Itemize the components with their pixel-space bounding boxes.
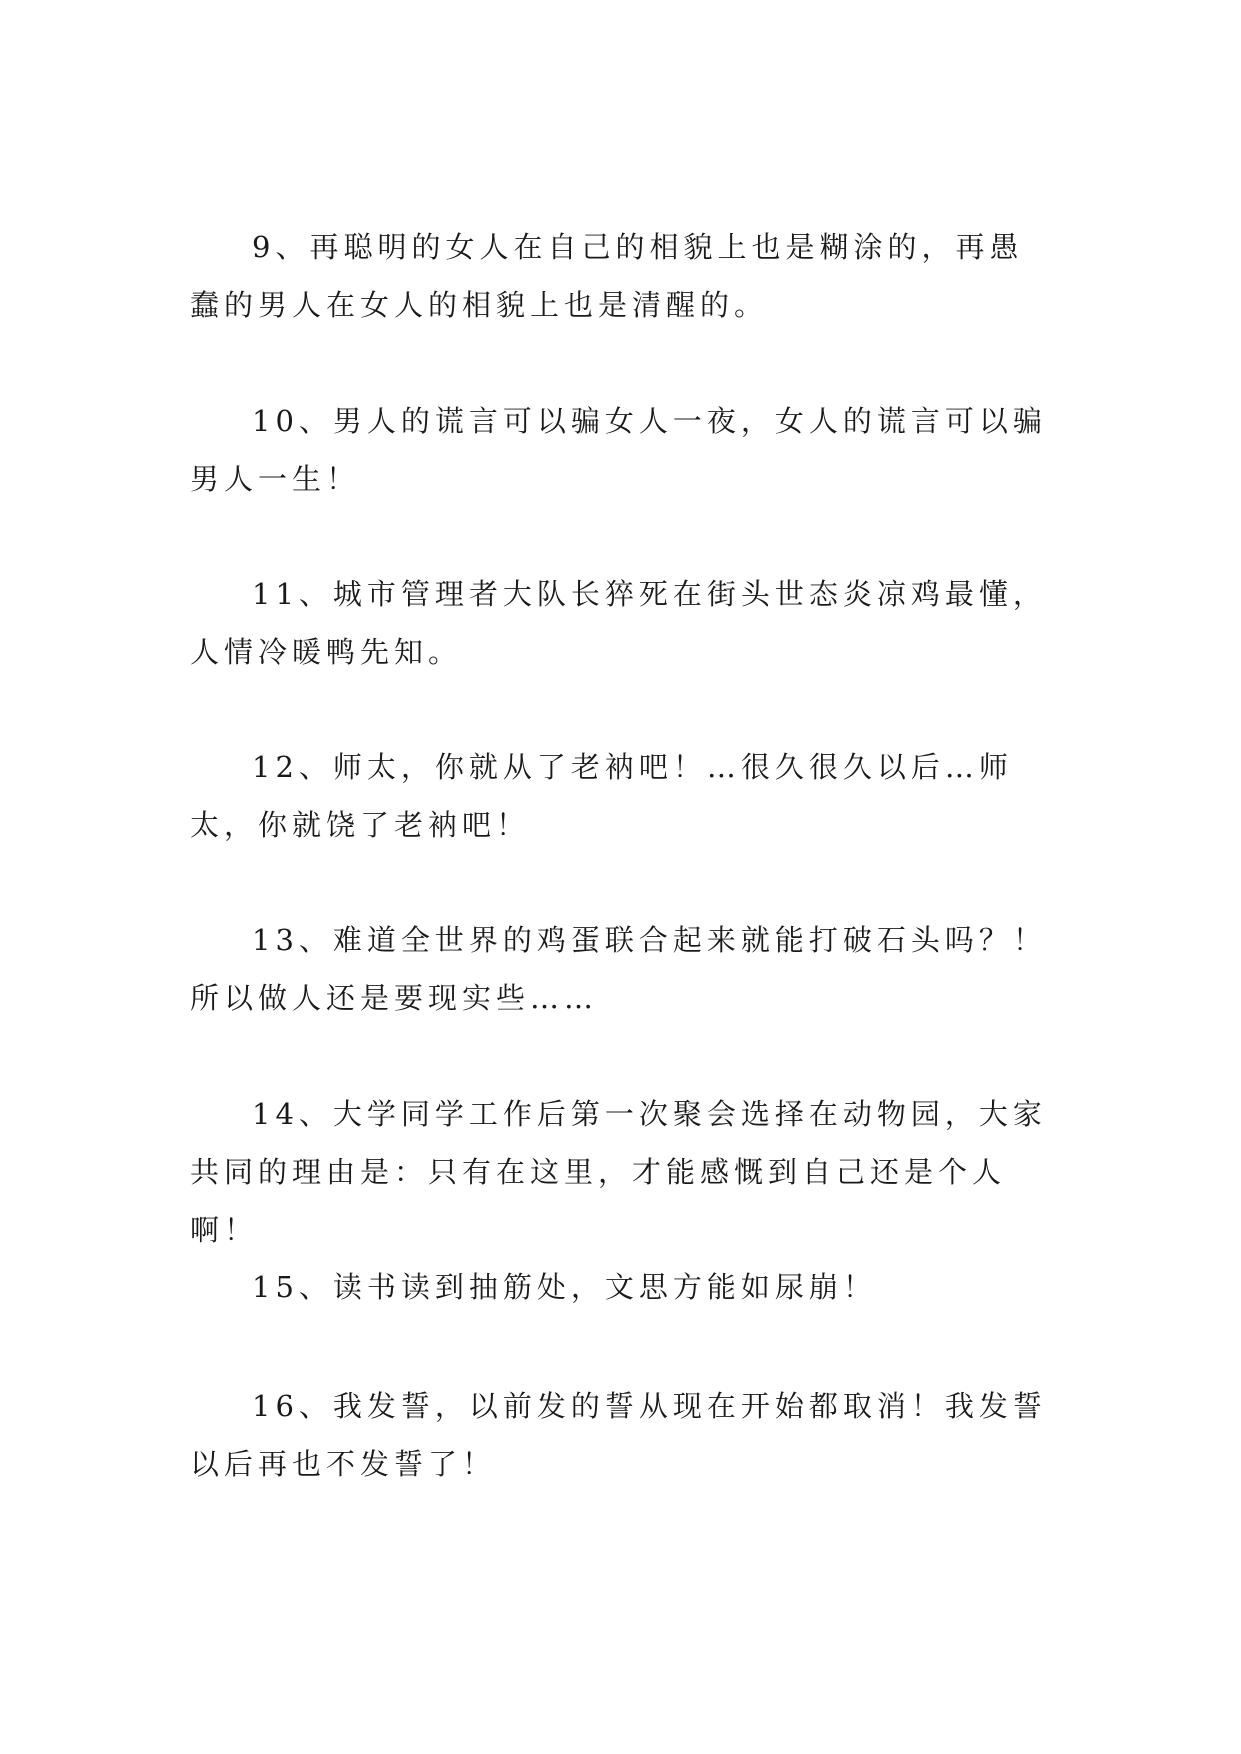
- paragraph-item-12: 12、师太，你就从了老衲吧！…很久很久以后…师太，你就饶了老衲吧！: [190, 750, 1013, 842]
- paragraph-item-15: 15、读书读到抽筋处，文思方能如尿崩！: [252, 1270, 877, 1304]
- paragraph-item-13: 13、难道全世界的鸡蛋联合起来就能打破石头吗？！所以做人还是要现实些……: [190, 923, 1047, 1015]
- paragraph-item-9: 9、再聪明的女人在自己的相貌上也是糊涂的，再愚蠢的男人在女人的相貌上也是清醒的。: [190, 230, 1024, 322]
- paragraph-item-16: 16、我发誓，以前发的誓从现在开始都取消！我发誓以后再也不发誓了！: [190, 1389, 1047, 1481]
- paragraph-item-14: 14、大学同学工作后第一次聚会选择在动物园，大家共同的理由是：只有在这里，才能感慨到自己还是个人啊！: [190, 1097, 1047, 1247]
- paragraph-item-11: 11、城市管理者大队长猝死在街头世态炎凉鸡最懂，人情冷暖鸭先知。: [190, 577, 1047, 669]
- paragraph-item-10: 10、男人的谎言可以骗女人一夜，女人的谎言可以骗男人一生！: [190, 404, 1047, 496]
